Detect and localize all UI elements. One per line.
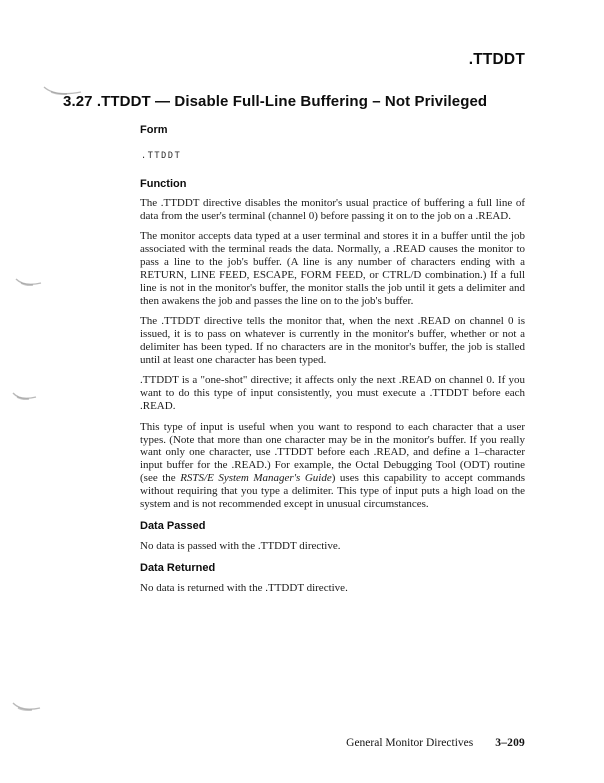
content-column [140, 124, 525, 595]
function-paragraph-5 [140, 421, 525, 511]
data-returned-text: No data is returned with the .TTDDT directive. [140, 581, 348, 594]
running-head: .TTDDT [468, 51, 525, 68]
scan-artifact-mark [15, 276, 43, 289]
data-passed-text: No data is passed with the .TTDDT directive. [140, 539, 341, 552]
book-title-italic: RSTS/E System Manager's Guide [180, 472, 332, 485]
paragraph-5-text: This type of input is useful when you want to respond to each character that a user types. (Note that more than one character may be in the monitor's buffer. If you really want only one character, use .TTDDT before each .READ, and define a 1–character input buffer for the .READ.) For example, the Octal Debugging Tool (ODT) routine (see the [140, 420, 525, 485]
function-paragraph-2: The monitor accepts data typed at a user terminal and stores it in a buffer until the job associated with the terminal reads the data. Normally, a .READ causes the monitor to pass a line to the job's buffer. (A line is any number of characters ending with a RETURN, LINE FEED, ESCAPE, FORM FEED, or CTRL/D combination.) If a full line is not in the monitor's buffer, the monitor stalls the job until it gets a delimiter and then awakens the job and passes the line on to the job's buffer. [140, 230, 525, 307]
data-returned-label: Data Returned [140, 561, 216, 574]
paragraph-5-text-after: ) uses this capability to accept commands without requiring that you type a delimiter. This type of input puts a high load on the system and is not recommended except in unusual circumstances. [140, 472, 525, 511]
form-code: .TTDDT [141, 151, 182, 161]
footer-chapter-title: General Monitor Directives [346, 737, 474, 749]
function-paragraph-3: The .TTDDT directive tells the monitor that, when the next .READ on channel 0 is issued, it is to pass on whatever is currently in the monitor's buffer, whether or not a delimiter has been typed. If no characters are in the monitor's buffer, the job is stalled until at least one character has been typed. [140, 315, 525, 366]
form-label: Form [140, 124, 168, 136]
page-footer [346, 737, 525, 749]
function-body [140, 197, 525, 511]
function-paragraph-1: The .TTDDT directive disables the monitor's usual practice of buffering a full line of data from the user's terminal (channel 0) before passing it on to the job on a .READ. [140, 197, 525, 222]
scan-artifact-mark [12, 390, 38, 403]
scan-artifact-mark [12, 700, 42, 714]
data-passed-label: Data Passed [140, 519, 206, 532]
footer-page-number: 3–209 [495, 737, 525, 749]
function-label: Function [140, 178, 187, 190]
function-paragraph-4: .TTDDT is a "one-shot" directive; it affects only the next .READ on channel 0. If you want to do this type of input consistently, you must execute a .TTDDT before each .READ. [140, 374, 525, 413]
section-heading: 3.27 .TTDDT — Disable Full-Line Buffering – Not Privileged [63, 93, 488, 110]
